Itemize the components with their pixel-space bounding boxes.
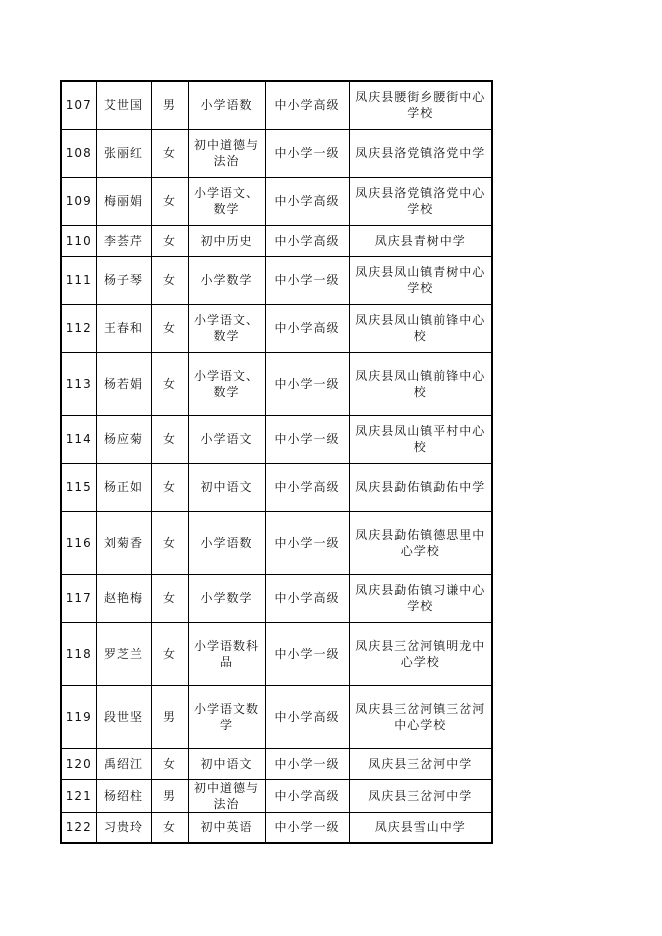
- cell-gender: 女: [151, 463, 188, 511]
- cell-number: 118: [61, 622, 96, 685]
- cell-name: 禹绍江: [96, 748, 151, 779]
- cell-name: 王春和: [96, 304, 151, 352]
- cell-gender: 男: [151, 81, 188, 129]
- cell-title: 中小学一级: [265, 415, 349, 463]
- spreadsheet-page: [60, 80, 491, 844]
- cell-school: 凤庆县勐佑镇德思里中心学校: [349, 511, 492, 574]
- cell-title: 中小学一级: [265, 622, 349, 685]
- cell-name: 习贵玲: [96, 812, 151, 843]
- cell-name: 杨应菊: [96, 415, 151, 463]
- cell-subject: 初中道德与法治: [188, 779, 265, 812]
- cell-number: 107: [61, 81, 96, 129]
- cell-name: 段世坚: [96, 685, 151, 748]
- cell-gender: 女: [151, 256, 188, 304]
- cell-subject: 小学语文、数学: [188, 352, 265, 415]
- cell-subject: 小学语数科品: [188, 622, 265, 685]
- cell-school: 凤庆县雪山中学: [349, 812, 492, 843]
- cell-name: 刘菊香: [96, 511, 151, 574]
- cell-school: 凤庆县洛党镇洛党中心学校: [349, 177, 492, 225]
- table-row: [61, 812, 492, 843]
- cell-number: 117: [61, 574, 96, 622]
- cell-gender: 男: [151, 685, 188, 748]
- cell-title: 中小学高级: [265, 574, 349, 622]
- cell-title: 中小学高级: [265, 779, 349, 812]
- table-row: [61, 574, 492, 622]
- cell-school: 凤庆县凤山镇平村中心校: [349, 415, 492, 463]
- table-row: [61, 779, 492, 812]
- cell-school: 凤庆县勐佑镇习谦中心学校: [349, 574, 492, 622]
- cell-subject: 小学语文: [188, 415, 265, 463]
- table-row: [61, 256, 492, 304]
- cell-title: 中小学高级: [265, 177, 349, 225]
- cell-number: 108: [61, 129, 96, 177]
- cell-title: 中小学一级: [265, 748, 349, 779]
- cell-number: 114: [61, 415, 96, 463]
- cell-gender: 女: [151, 304, 188, 352]
- cell-number: 121: [61, 779, 96, 812]
- table-row: [61, 685, 492, 748]
- table-row: [61, 511, 492, 574]
- cell-school: 凤庆县三岔河镇三岔河中心学校: [349, 685, 492, 748]
- cell-name: 张丽红: [96, 129, 151, 177]
- cell-school: 凤庆县凤山镇前锋中心校: [349, 352, 492, 415]
- cell-number: 109: [61, 177, 96, 225]
- cell-name: 赵艳梅: [96, 574, 151, 622]
- cell-name: 梅丽娟: [96, 177, 151, 225]
- cell-subject: 小学语文、数学: [188, 304, 265, 352]
- cell-gender: 女: [151, 622, 188, 685]
- table-row: [61, 129, 492, 177]
- cell-school: 凤庆县凤山镇青树中心学校: [349, 256, 492, 304]
- cell-school: 凤庆县勐佑镇勐佑中学: [349, 463, 492, 511]
- cell-title: 中小学一级: [265, 812, 349, 843]
- table-row: [61, 415, 492, 463]
- cell-title: 中小学一级: [265, 129, 349, 177]
- table-row: [61, 81, 492, 129]
- cell-title: 中小学高级: [265, 225, 349, 256]
- cell-name: 杨绍柱: [96, 779, 151, 812]
- table-row: [61, 463, 492, 511]
- cell-gender: 男: [151, 779, 188, 812]
- teacher-roster-table: [60, 80, 493, 844]
- cell-name: 杨若娟: [96, 352, 151, 415]
- cell-title: 中小学一级: [265, 511, 349, 574]
- cell-name: 杨正如: [96, 463, 151, 511]
- cell-gender: 女: [151, 225, 188, 256]
- cell-school: 凤庆县青树中学: [349, 225, 492, 256]
- cell-number: 115: [61, 463, 96, 511]
- cell-name: 艾世国: [96, 81, 151, 129]
- cell-name: 李荟芹: [96, 225, 151, 256]
- cell-title: 中小学一级: [265, 352, 349, 415]
- cell-number: 119: [61, 685, 96, 748]
- cell-subject: 初中语文: [188, 748, 265, 779]
- cell-subject: 小学数学: [188, 574, 265, 622]
- cell-name: 杨子琴: [96, 256, 151, 304]
- cell-school: 凤庆县洛党镇洛党中学: [349, 129, 492, 177]
- cell-gender: 女: [151, 177, 188, 225]
- cell-title: 中小学一级: [265, 256, 349, 304]
- cell-school: 凤庆县三岔河镇明龙中心学校: [349, 622, 492, 685]
- table-row: [61, 304, 492, 352]
- cell-number: 113: [61, 352, 96, 415]
- table-row: [61, 622, 492, 685]
- cell-subject: 小学语文、数学: [188, 177, 265, 225]
- cell-gender: 女: [151, 748, 188, 779]
- table-row: [61, 225, 492, 256]
- cell-gender: 女: [151, 812, 188, 843]
- cell-gender: 女: [151, 415, 188, 463]
- cell-gender: 女: [151, 352, 188, 415]
- cell-school: 凤庆县三岔河中学: [349, 748, 492, 779]
- cell-subject: 初中历史: [188, 225, 265, 256]
- table-row: [61, 352, 492, 415]
- cell-title: 中小学高级: [265, 685, 349, 748]
- cell-school: 凤庆县三岔河中学: [349, 779, 492, 812]
- cell-title: 中小学高级: [265, 81, 349, 129]
- cell-name: 罗芝兰: [96, 622, 151, 685]
- cell-number: 112: [61, 304, 96, 352]
- cell-number: 111: [61, 256, 96, 304]
- table-row: [61, 748, 492, 779]
- table-body: [61, 81, 492, 843]
- cell-number: 116: [61, 511, 96, 574]
- cell-number: 122: [61, 812, 96, 843]
- cell-subject: 小学语文数学: [188, 685, 265, 748]
- cell-title: 中小学高级: [265, 304, 349, 352]
- cell-subject: 小学数学: [188, 256, 265, 304]
- cell-subject: 初中英语: [188, 812, 265, 843]
- cell-number: 120: [61, 748, 96, 779]
- cell-subject: 小学语数: [188, 81, 265, 129]
- cell-school: 凤庆县腰街乡腰街中心学校: [349, 81, 492, 129]
- cell-gender: 女: [151, 129, 188, 177]
- cell-title: 中小学高级: [265, 463, 349, 511]
- cell-number: 110: [61, 225, 96, 256]
- cell-subject: 小学语数: [188, 511, 265, 574]
- cell-school: 凤庆县凤山镇前锋中心校: [349, 304, 492, 352]
- cell-subject: 初中语文: [188, 463, 265, 511]
- cell-gender: 女: [151, 574, 188, 622]
- cell-subject: 初中道德与法治: [188, 129, 265, 177]
- table-row: [61, 177, 492, 225]
- cell-gender: 女: [151, 511, 188, 574]
